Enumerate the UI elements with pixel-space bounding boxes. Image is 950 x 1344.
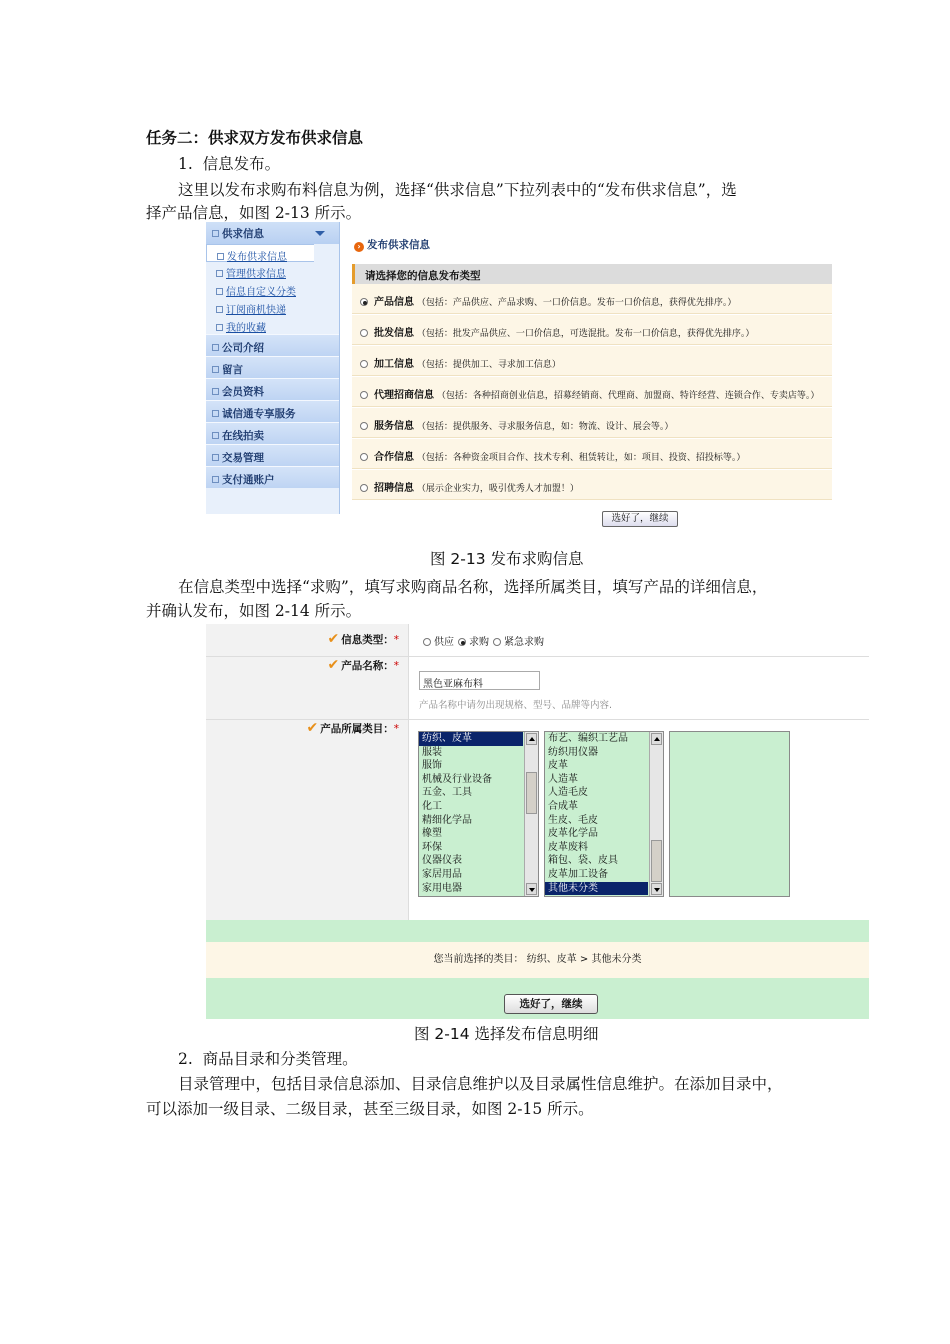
- publish-title-label: 发布供求信息: [367, 239, 430, 251]
- expand-icon: [212, 388, 219, 395]
- paragraph-2-line-2: 并确认发布，如图 2-14 所示。: [146, 602, 362, 620]
- caption-figure-2-13: 图 2-13 发布求购信息: [430, 550, 584, 568]
- sidebar-section-label: 支付通账户: [222, 474, 275, 486]
- sidebar-section-label: 会员资料: [222, 386, 264, 398]
- product-name-label: [328, 657, 399, 673]
- row-divider: [206, 719, 869, 720]
- expand-icon: [212, 476, 219, 483]
- sidebar-head[interactable]: [206, 222, 339, 244]
- scroll-thumb[interactable]: [526, 772, 537, 814]
- list-item[interactable]: 皮革化学品: [548, 828, 598, 840]
- option-desc: （包括：产品供应、产品求购、一口价信息。发布一口价信息，获得优先排序。）: [416, 298, 737, 308]
- option-name: 服务信息: [374, 421, 414, 432]
- info-type-option[interactable]: [352, 315, 832, 345]
- checkmark-icon: ✔: [306, 720, 319, 736]
- info-type-label: [328, 631, 399, 647]
- radio-button[interactable]: [360, 453, 368, 461]
- option-name: 加工信息: [374, 359, 414, 370]
- paragraph-2-line-1: 在信息类型中选择“求购”，填写求购商品名称，选择所属类目，填写产品的详细信息，: [178, 578, 768, 596]
- scroll-up-icon[interactable]: [526, 733, 537, 745]
- publish-panel: [352, 222, 834, 530]
- radio-button[interactable]: [360, 484, 368, 492]
- radio-button[interactable]: [423, 638, 431, 646]
- list-item[interactable]: 皮革废料: [548, 841, 588, 853]
- info-type-option[interactable]: [352, 408, 832, 438]
- list-item[interactable]: 纺织用仪器: [548, 746, 598, 758]
- row-divider: [206, 656, 869, 657]
- sidebar-section[interactable]: [206, 466, 339, 488]
- sidebar-section[interactable]: [206, 334, 339, 356]
- list-item[interactable]: 橡塑: [422, 828, 442, 840]
- paragraph-3-line-1: 目录管理中，包括目录信息添加、目录信息维护以及目录属性信息维护。在添加目录中，: [178, 1075, 783, 1093]
- radio-button[interactable]: [360, 360, 368, 368]
- info-type-label-text: 信息类型：: [341, 634, 394, 646]
- list-item[interactable]: 家居用品: [422, 868, 462, 880]
- sidebar-section[interactable]: [206, 422, 339, 444]
- option-desc: （包括：提供加工、寻求加工信息）: [416, 360, 561, 370]
- continue-button[interactable]: 选好了，继续: [504, 994, 598, 1014]
- current-selection: 您当前选择的类目： 纺织、皮革 > 其他未分类: [206, 942, 869, 978]
- list-item[interactable]: 皮革: [548, 760, 568, 772]
- sidebar-section-label: 公司介绍: [222, 342, 264, 354]
- sidebar-subitem-label: 发布供求信息: [227, 252, 287, 263]
- option-name: 合作信息: [374, 452, 414, 463]
- figure-2-14: [206, 624, 869, 1019]
- scroll-down-icon[interactable]: [651, 883, 662, 895]
- list-item[interactable]: 五金、工具: [422, 787, 472, 799]
- sidebar-subitem[interactable]: [206, 262, 339, 280]
- caption-figure-2-14: 图 2-14 选择发布信息明细: [414, 1025, 599, 1043]
- list-item[interactable]: 环保: [422, 841, 442, 853]
- bullet-box-icon: [216, 324, 223, 331]
- list-item[interactable]: 机械及行业设备: [422, 773, 492, 785]
- expand-icon: [212, 410, 219, 417]
- list-item[interactable]: 合成革: [548, 800, 578, 812]
- list-item[interactable]: 皮革加工设备: [548, 868, 608, 880]
- info-type-radio[interactable]: [423, 637, 454, 648]
- category-list-level-3[interactable]: [669, 731, 790, 897]
- radio-label: 供应: [434, 637, 454, 648]
- list-item[interactable]: 其他未分类: [545, 882, 648, 896]
- info-type-option[interactable]: [352, 470, 832, 500]
- sidebar-head-label: 供求信息: [222, 228, 264, 240]
- scrollbar[interactable]: [649, 732, 663, 896]
- product-name-input[interactable]: 黑色亚麻布料: [419, 671, 540, 690]
- category-label-text: 产品所属类目：: [320, 723, 394, 735]
- checkmark-icon: ✔: [327, 657, 340, 673]
- step-2-heading: 2. 商品目录和分类管理。: [178, 1050, 358, 1068]
- list-item[interactable]: 人造革: [548, 773, 578, 785]
- sidebar-subitem-label: 订阅商机快递: [226, 305, 286, 316]
- info-type-radio[interactable]: [458, 637, 489, 648]
- sidebar-section[interactable]: [206, 444, 339, 466]
- continue-button[interactable]: 选好了，继续: [602, 511, 678, 527]
- sidebar-subitem-label: 管理供求信息: [226, 269, 286, 280]
- option-name: 招聘信息: [374, 483, 414, 494]
- expand-icon: [212, 366, 219, 373]
- checkmark-icon: ✔: [327, 631, 340, 647]
- option-name: 产品信息: [374, 297, 414, 308]
- sidebar-subitem[interactable]: [206, 316, 339, 334]
- sidebar-subitem[interactable]: [206, 298, 339, 316]
- bullet-box-icon: [216, 288, 223, 295]
- collapse-icon: [212, 230, 219, 237]
- paragraph-1-line-2: 择产品信息，如图 2-13 所示。: [146, 204, 362, 222]
- sidebar-section[interactable]: [206, 400, 339, 422]
- list-item[interactable]: 服装: [422, 746, 442, 758]
- scroll-thumb[interactable]: [651, 840, 662, 882]
- expand-icon: [212, 454, 219, 461]
- option-desc: （展示企业实力，吸引优秀人才加盟！）: [416, 484, 579, 494]
- list-item[interactable]: 服饰: [422, 760, 442, 772]
- option-name: 代理招商信息: [374, 390, 434, 401]
- list-item[interactable]: 布艺、编织工艺品: [548, 733, 628, 744]
- bullet-box-icon: [216, 306, 223, 313]
- sidebar-section-label: 留言: [222, 364, 243, 376]
- sidebar-section-label: 诚信通专享服务: [222, 408, 296, 420]
- list-item[interactable]: 生皮、毛皮: [548, 814, 598, 826]
- radio-button[interactable]: [493, 638, 501, 646]
- radio-button[interactable]: [360, 329, 368, 337]
- sidebar-subitem[interactable]: [206, 280, 339, 298]
- list-item[interactable]: 家用电器: [422, 882, 462, 894]
- product-name-hint: 产品名称中请勿出现规格、型号、品牌等内容.: [419, 700, 613, 711]
- publish-title: [354, 237, 430, 252]
- info-type-option[interactable]: [352, 346, 832, 376]
- list-item[interactable]: 纺织、皮革: [419, 732, 523, 746]
- list-item[interactable]: 精细化学品: [422, 814, 472, 826]
- option-desc: （包括：各种招商创业信息，招募经销商、代理商、加盟商、特许经营、连锁合作、专卖店等。）: [436, 391, 820, 401]
- sidebar-section[interactable]: [206, 378, 339, 400]
- option-desc: （包括：批发产品供应、一口价信息，可选混批。发布一口价信息，获得优先排序。）: [416, 329, 755, 339]
- paragraph-1-line-1: 这里以发布求购布料信息为例，选择“供求信息”下拉列表中的“发布供求信息”，选: [178, 181, 737, 199]
- option-desc: （包括：各种资金项目合作、技术专利、租赁转让，如：项目、投资、招投标等。）: [416, 453, 746, 463]
- list-item[interactable]: 人造毛皮: [548, 787, 588, 799]
- sidebar-section[interactable]: [206, 356, 339, 378]
- info-type-option[interactable]: [352, 284, 832, 314]
- radio-button[interactable]: [360, 298, 368, 306]
- scroll-up-icon[interactable]: [651, 733, 662, 745]
- required-mark: *: [393, 634, 399, 646]
- scroll-down-icon[interactable]: [526, 883, 537, 895]
- expand-icon: [212, 344, 219, 351]
- info-type-radio[interactable]: [493, 637, 544, 648]
- radio-button[interactable]: [360, 422, 368, 430]
- step-1-heading: 1. 信息发布。: [178, 155, 281, 173]
- type-header: 请选择您的信息发布类型: [352, 264, 832, 284]
- list-item[interactable]: 箱包、袋、皮具: [548, 855, 618, 867]
- sidebar-section-label: 交易管理: [222, 452, 264, 464]
- bullet-box-icon: [217, 253, 224, 260]
- option-name: 批发信息: [374, 328, 414, 339]
- green-band-top: [206, 920, 869, 942]
- required-mark: *: [393, 723, 399, 735]
- bullet-box-icon: [216, 270, 223, 277]
- arrow-right-icon: ›: [354, 242, 364, 252]
- list-item[interactable]: 化工: [422, 800, 442, 812]
- sidebar-subitem-label: 信息自定义分类: [226, 287, 296, 298]
- sidebar-menu: [206, 222, 340, 514]
- radio-button[interactable]: [360, 391, 368, 399]
- list-item[interactable]: 仪器仪表: [422, 855, 462, 867]
- required-mark: *: [393, 660, 399, 672]
- sidebar-subitem-label: 我的收藏: [226, 323, 266, 334]
- category-list-level-1[interactable]: [418, 731, 539, 897]
- radio-label: 求购: [469, 637, 489, 648]
- option-desc: （包括：提供服务、寻求服务信息，如：物流、设计、展会等。）: [416, 422, 674, 432]
- chevron-down-icon[interactable]: [315, 231, 325, 236]
- sidebar-section-label: 在线拍卖: [222, 430, 264, 442]
- expand-icon: [212, 432, 219, 439]
- info-type-option[interactable]: [352, 377, 832, 407]
- figure-2-13: [206, 222, 834, 530]
- radio-label: 紧急求购: [504, 637, 544, 648]
- task-title: 任务二：供求双方发布供求信息: [146, 129, 364, 147]
- scrollbar[interactable]: [524, 732, 538, 896]
- category-list-level-2[interactable]: [544, 731, 664, 897]
- category-label: [307, 720, 399, 736]
- paragraph-3-line-2: 可以添加一级目录、二级目录，甚至三级目录，如图 2-15 所示。: [146, 1100, 594, 1118]
- info-type-option[interactable]: [352, 439, 832, 469]
- radio-button[interactable]: [458, 638, 466, 646]
- product-name-label-text: 产品名称：: [341, 660, 394, 672]
- sidebar-subitem[interactable]: [206, 244, 314, 262]
- info-type-radios: [423, 633, 548, 648]
